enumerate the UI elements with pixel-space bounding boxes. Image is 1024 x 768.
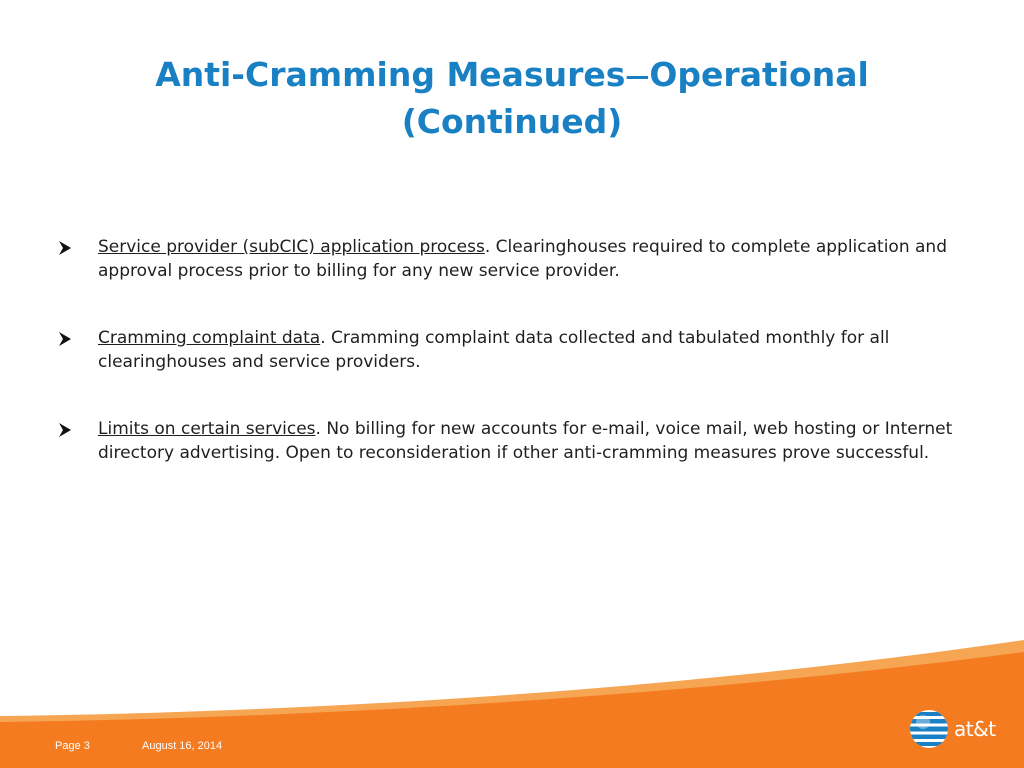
title-subject: Operational — [649, 55, 869, 94]
att-logo — [908, 708, 1000, 752]
att-globe-icon — [908, 708, 950, 750]
title-line-2: (Continued) — [401, 102, 623, 141]
att-wordmark: at&t — [954, 717, 996, 741]
bullet-text: . Cramming complaint data collected and tabulated monthly for all clearinghouses and service providers. — [98, 328, 890, 372]
title-main: Anti-Cramming Measures — [155, 55, 626, 94]
bullet-text: . No billing for new accounts for e-mail, voice mail, web hosting or Internet directory advertising. Open to reconsideration if other anti-cramming measures prove successful. — [98, 419, 953, 463]
footer-date: August 16, 2014 — [142, 740, 223, 752]
bullet-heading: Cramming complaint data — [98, 328, 321, 348]
bullet-heading: Limits on certain services — [98, 419, 316, 439]
bullet-text: . Clearinghouses required to complete application and approval process prior to billing for any new service provider. — [98, 237, 947, 281]
page-number: Page 3 — [55, 740, 90, 752]
bullet-heading: Service provider (subCIC) application process — [98, 237, 485, 257]
title-dash: — — [625, 62, 650, 90]
